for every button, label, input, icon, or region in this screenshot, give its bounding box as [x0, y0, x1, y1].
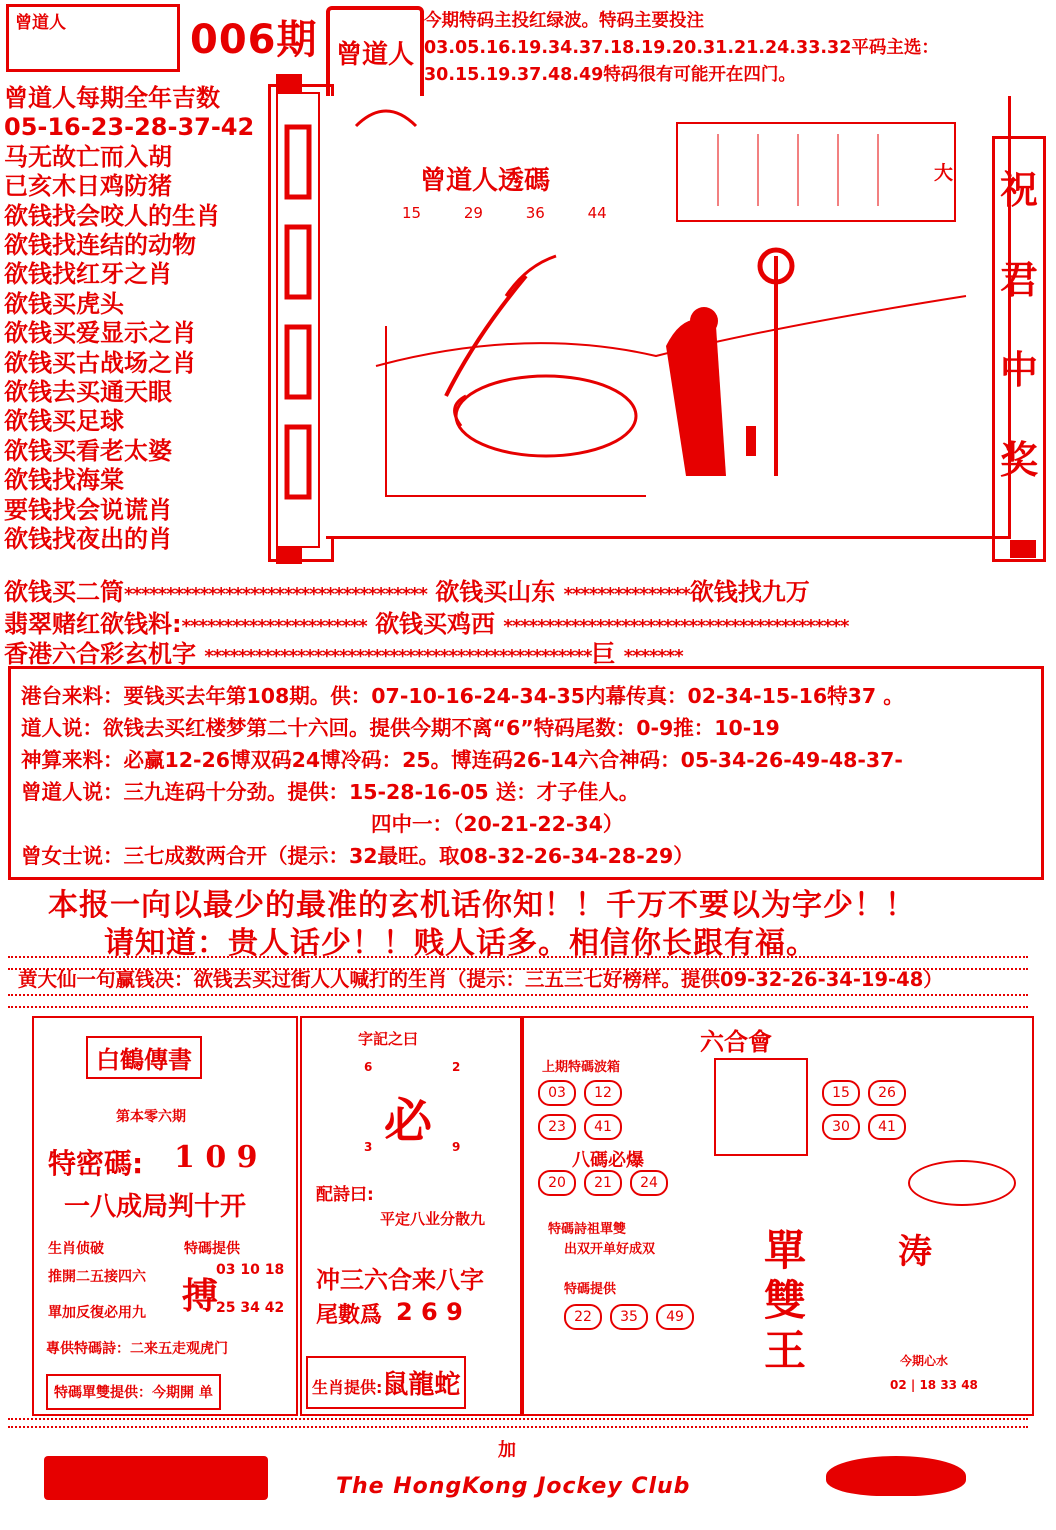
list-item: 欲钱找海棠: [4, 466, 124, 495]
char-n6: 6: [364, 1060, 373, 1074]
deco-divider: [8, 994, 1028, 1008]
big-wang: 王: [764, 1326, 807, 1375]
list-item: 马无故亡而入胡: [4, 142, 172, 171]
footer-club-name: The HongKong Jockey Club: [336, 1474, 691, 1499]
char-title: 字記之曰: [358, 1030, 419, 1048]
nums-c: [538, 1170, 798, 1204]
row-stars: *****************************************: [503, 616, 849, 637]
white-crane-panel: [32, 1016, 298, 1416]
tk-nums-1: 03 10 18: [216, 1262, 285, 1278]
char-n3: 3: [364, 1140, 373, 1154]
sx-label: 生肖提供:: [312, 1378, 383, 1397]
single-label: 特碼單雙提供：: [54, 1385, 152, 1401]
last-label: 上期特碼波箱: [542, 1060, 621, 1075]
nums-d: [564, 1304, 734, 1338]
row-stars: ************************************: [124, 584, 427, 605]
num-ball: 35: [610, 1304, 648, 1330]
illustration-title: 曾道人透碼: [420, 166, 551, 196]
big-character: 必: [384, 1093, 433, 1149]
bo-char: 搏: [182, 1276, 219, 1317]
big-shuang: 雙: [764, 1276, 807, 1325]
slogan-2: 请知道：贵人话少！！贱人话多。相信你长跟有福。: [104, 926, 817, 961]
num-ball: 23: [538, 1114, 576, 1140]
prediction-line: 四中一：（20-21-22-34）: [371, 812, 624, 836]
oval-emblem: [908, 1160, 1016, 1206]
num-ball: 41: [868, 1114, 906, 1140]
list-item: 欲钱找夜出的肖: [4, 525, 172, 554]
prediction-line: 神算来料：必赢12-26博双码24博冷码：25。博连码26-14六合神码：05-34-26-49-48-37-: [21, 748, 903, 772]
footer-add: 加: [498, 1440, 516, 1461]
row-right: 欲钱找九万: [689, 578, 810, 606]
issue-number: 006期: [190, 17, 318, 63]
row-label: 翡翠赌红欲钱料:: [4, 610, 182, 638]
heart-label: 今期心水: [900, 1354, 949, 1368]
bao-label: 八碼必爆: [572, 1150, 644, 1171]
list-item: 欲钱买古战场之肖: [4, 348, 196, 377]
character-panel: [300, 1016, 522, 1416]
poem-text: 平定八业分散九: [380, 1210, 486, 1228]
num-ball: 21: [584, 1170, 622, 1196]
right-banner-cap: [1010, 540, 1036, 558]
num-ball: 24: [630, 1170, 668, 1196]
tk-label: 特碼提供: [184, 1241, 240, 1257]
row-label: 欲钱买二筒: [4, 578, 124, 606]
footer-logo-left: [44, 1456, 268, 1500]
num-ball: 41: [584, 1114, 622, 1140]
num-ball: 03: [538, 1080, 576, 1106]
banner-char: 奖: [999, 438, 1038, 482]
scroll-panel: [676, 122, 956, 222]
list-item: 05-16-23-28-37-42: [4, 113, 255, 142]
char-n9: 9: [452, 1140, 461, 1154]
right-char: 涛: [898, 1232, 932, 1272]
num-ball: 15: [822, 1080, 860, 1106]
sx-value: 鼠龍蛇: [382, 1370, 461, 1400]
tail-label: 尾數爲: [316, 1303, 383, 1328]
panel-issue: 第本零六期: [116, 1109, 186, 1125]
left-clue-list: [4, 84, 272, 555]
tema-value: 1 0 9: [174, 1140, 258, 1175]
row-mid: 巨: [591, 640, 616, 668]
center-emblem: [714, 1058, 808, 1156]
vertical-banner: [268, 84, 334, 562]
sx-line-1: 推開二五接四六: [48, 1269, 146, 1285]
chong-line: 冲三六合来八字: [316, 1266, 484, 1294]
clue-row-3: [4, 634, 683, 669]
tail-value: 2 6 9: [396, 1298, 463, 1326]
seal-stamp: [326, 6, 424, 102]
liuhe-title: 六合會: [700, 1027, 772, 1056]
row-stars: **********************: [181, 616, 367, 637]
banner-cap-top: [276, 74, 302, 92]
logo-text: 曾道人: [15, 13, 66, 33]
clue-row-1: [4, 572, 810, 607]
banner-char: 中: [999, 348, 1038, 392]
tema-label: 特密碼:: [48, 1147, 144, 1180]
scroll-char: 大: [934, 162, 954, 184]
special-poem: 專供特碼詩：二来五走观虎门: [46, 1341, 228, 1357]
num-ball: 12: [584, 1080, 622, 1106]
list-item: 欲钱买爱显示之肖: [4, 319, 196, 348]
slogan-1: 本报一向以最少的最准的玄机话你知！！千万不要以为字少！！: [48, 888, 916, 923]
num-ball: 26: [868, 1080, 906, 1106]
tk-line: 出双开单好成双: [564, 1242, 656, 1257]
char-n2: 2: [452, 1060, 461, 1074]
tk2-label: 特碼提供: [564, 1282, 617, 1297]
tk-label: 特碼詩祖單雙: [548, 1222, 627, 1237]
list-item: 欲钱找会咬人的生肖: [4, 201, 220, 230]
list-item: 欲钱买看老太婆: [4, 436, 172, 465]
list-item: 欲钱买足球: [4, 407, 124, 436]
single-double: [46, 1374, 221, 1410]
scroll-lines: [678, 124, 950, 216]
row-stars: ***************: [563, 584, 690, 605]
right-banner: [992, 136, 1046, 562]
row-stars: **********************************************: [204, 646, 592, 667]
publisher-logo: [6, 4, 180, 72]
num-ball: 22: [564, 1304, 602, 1330]
tk-nums-2: 25 34 42: [216, 1300, 285, 1316]
list-item: 要钱找会说谎肖: [4, 495, 172, 524]
banner-char: 祝: [999, 168, 1038, 212]
sx-line-2: 單加反復必用九: [48, 1305, 146, 1321]
list-item: 欲钱去买通天眼: [4, 378, 172, 407]
list-item: 已亥木日鸡防猪: [4, 172, 172, 201]
sx-label: 生肖侦破: [48, 1241, 104, 1257]
row-stars: *******: [623, 646, 683, 667]
prediction-line: 港台来料：要钱买去年第108期。供：07-10-16-24-34-35内幕传真：02-34-15-16特37 。: [21, 684, 904, 708]
poem-label: 配詩曰:: [316, 1185, 374, 1205]
liuhe-panel: [522, 1016, 1034, 1416]
sx-box: [306, 1356, 466, 1409]
row-mid: 欲钱买山东: [435, 578, 556, 606]
num-ball: 30: [822, 1114, 860, 1140]
row-label: 香港六合彩玄机字: [4, 640, 196, 668]
seal-text: 曾道人: [335, 40, 414, 70]
num-ball: 20: [538, 1170, 576, 1196]
nums-b: [822, 1080, 932, 1148]
footer-logo-right: [826, 1456, 966, 1496]
panel-phrase: 一八成局判十开: [64, 1192, 247, 1222]
big-dan: 單: [764, 1226, 807, 1275]
prediction-box: [8, 666, 1044, 880]
banner-art: [271, 87, 325, 553]
top-note: 今期特码主投红绿波。特码主要投注03.05.16.19.34.37.18.19.20.31.21.24.33.32平码主选：30.15.19.37.48.49特码很有可能开在四门。: [424, 11, 939, 85]
list-item: 欲钱找连结的动物: [4, 231, 196, 260]
row-mid: 欲钱买鸡西: [375, 610, 496, 638]
list-item: 欲钱买虎头: [4, 289, 124, 318]
single-value: 今期開 单: [152, 1385, 213, 1401]
illustration-numbers: 15 29 36 44: [402, 204, 607, 222]
list-item: 欲钱找红牙之肖: [4, 260, 172, 289]
prediction-line: 道人说：欲钱去买红楼梦第二十六回。提供今期不离“6”特码尾数：0-9推：10-19: [21, 716, 780, 740]
num-ball: 49: [656, 1304, 694, 1330]
prediction-line: 曾道人说：三九连码十分劲。提供：15-28-16-05 送：才子佳人。: [21, 780, 640, 804]
banner-cap-bottom: [276, 546, 302, 564]
list-item: 曾道人每期全年吉数: [4, 84, 220, 112]
prediction-line: 曾女士说：三七成数两合开（提示：32最旺。取08-32-26-34-28-29）: [21, 844, 694, 868]
banner-char: 君: [999, 258, 1038, 302]
panel-title: 白鶴傳書: [86, 1036, 202, 1079]
nums-a: [538, 1080, 688, 1148]
footer-divider: [8, 1418, 1028, 1428]
bottom-nums: 02 | 18 33 48: [890, 1378, 978, 1392]
huang-daxian-line: 黄大仙一句赢钱决：欲钱去买过街人人喊打的生肖（提示：三五三七好榜样。提供09-32-26-34-19-48）: [18, 968, 943, 991]
